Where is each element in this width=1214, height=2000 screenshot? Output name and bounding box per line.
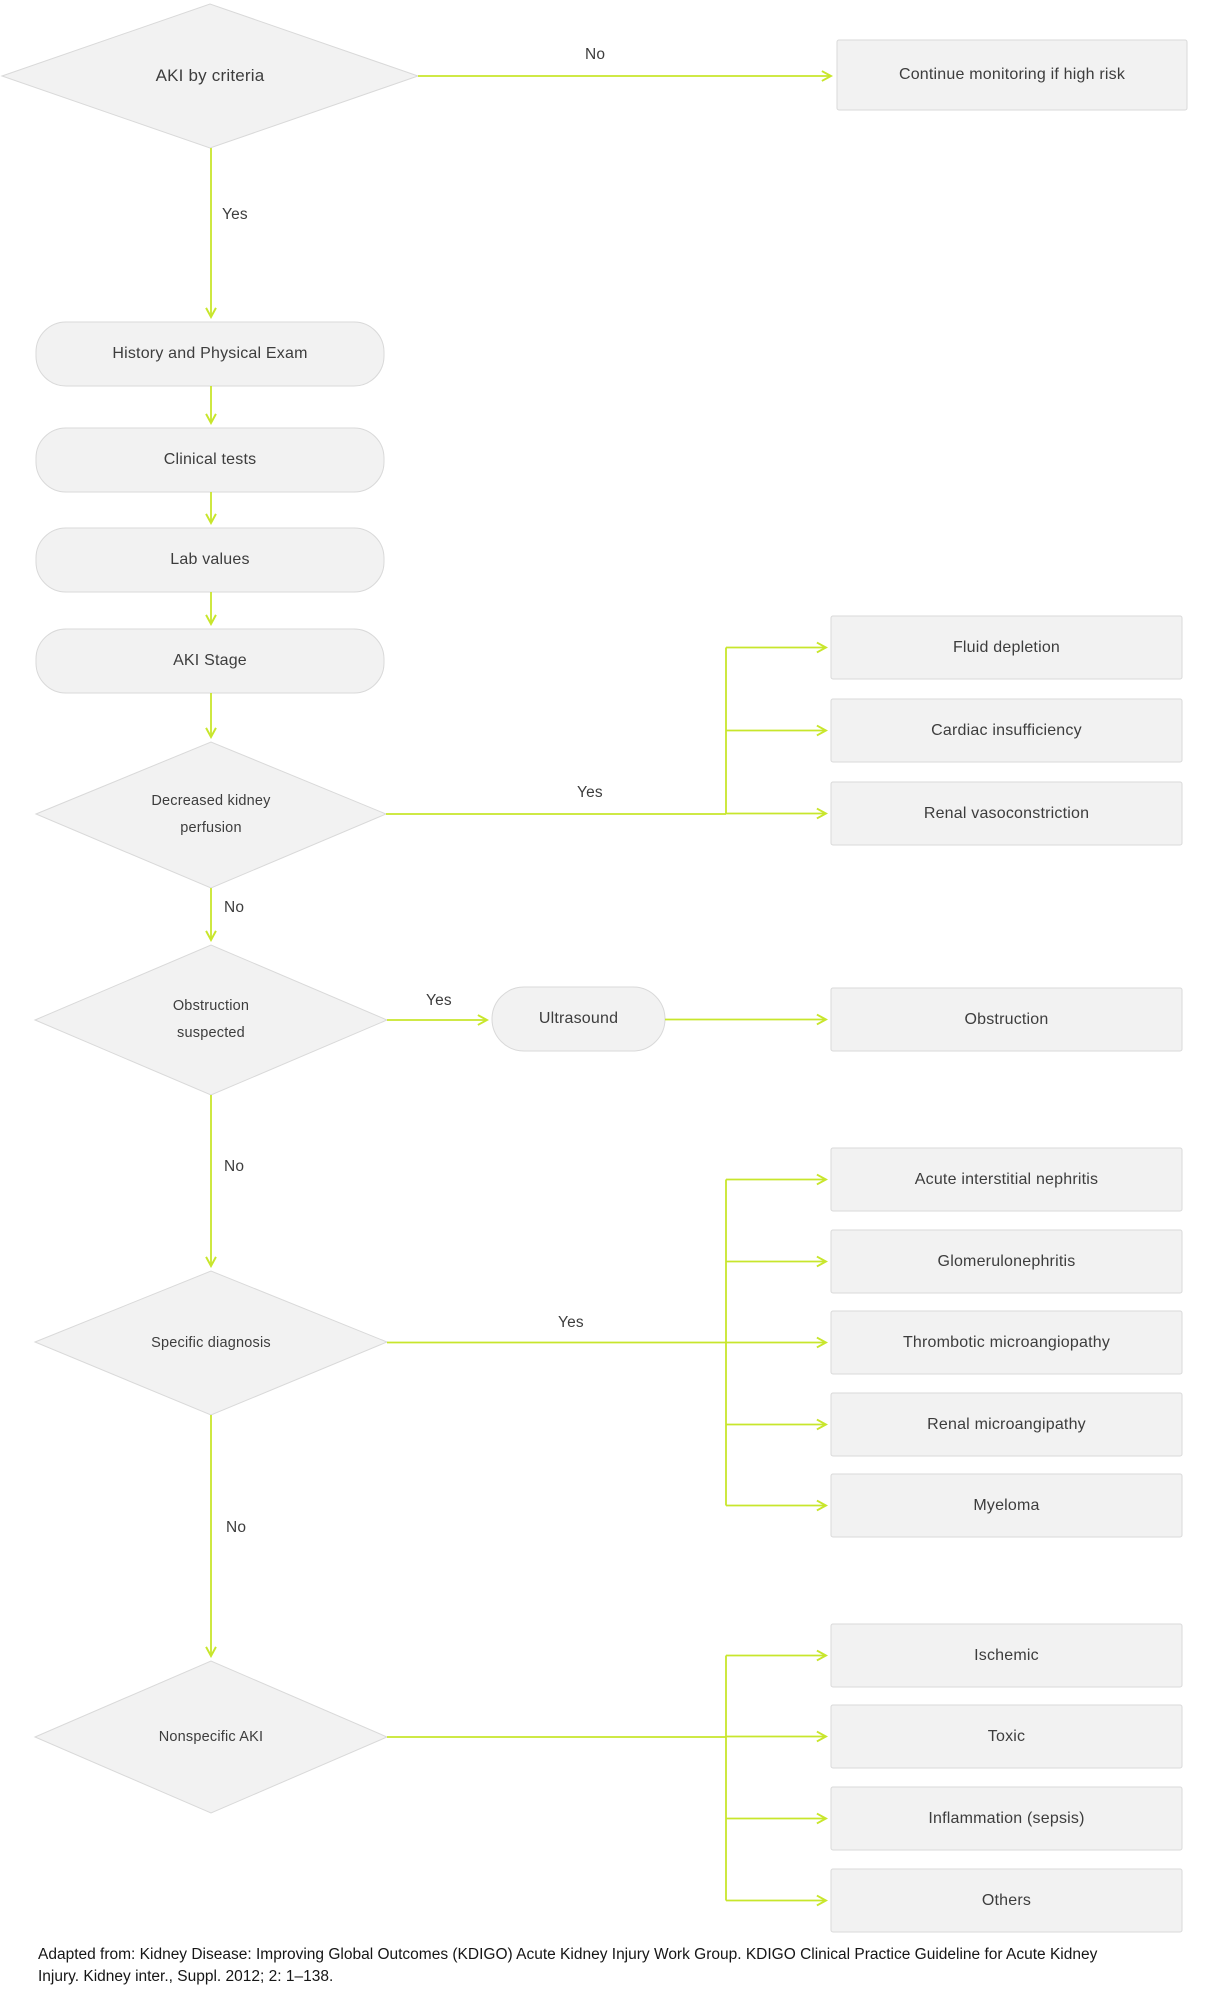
decision-aki-by-criteria-label: AKI by criteria bbox=[155, 66, 265, 85]
edge-label-yes-perfusion: Yes bbox=[577, 784, 603, 801]
process-lab-values-label: Lab values bbox=[170, 551, 250, 568]
decision-specific-diagnosis-label: Specific diagnosis bbox=[151, 1334, 271, 1351]
outcome-continue-monitoring-label: Continue monitoring if high risk bbox=[898, 66, 1126, 83]
process-aki-stage-label: AKI Stage bbox=[173, 652, 247, 669]
outcome-acute-interstitial-nephritis-label: Acute interstitial nephritis bbox=[914, 1170, 1099, 1188]
outcome-obstruction-label: Obstruction bbox=[964, 1010, 1049, 1028]
outcome-thrombotic-microangiopathy-label: Thrombotic microangiopathy bbox=[902, 1333, 1111, 1351]
decision-decreased-kidney-perfusion-label: Decreased kidney perfusion bbox=[151, 793, 271, 836]
source-caption: Adapted from: Kidney Disease: Improving Global Outcomes (KDIGO) Acute Kidney Injury Work Group. KDIGO Clinical Practice Guideline for Acute Kidney Injury. Kidney inter., Suppl. 2012; 2: 1–138. bbox=[38, 1946, 1098, 1986]
outcome-fluid-depletion-label: Fluid depletion bbox=[952, 638, 1061, 656]
edge-label-no-specific: No bbox=[226, 1519, 247, 1536]
edge-label-yes-specific: Yes bbox=[558, 1314, 584, 1331]
outcome-renal-vasoconstriction-label: Renal vasoconstriction bbox=[923, 804, 1090, 822]
outcome-myeloma-label: Myeloma bbox=[973, 1496, 1040, 1514]
process-ultrasound-label: Ultrasound bbox=[538, 1010, 619, 1027]
outcome-ischemic-label: Ischemic bbox=[974, 1646, 1039, 1664]
decision-obstruction-suspected-label: Obstruction suspected bbox=[172, 998, 250, 1041]
outcome-cardiac-insufficiency-label: Cardiac insufficiency bbox=[931, 721, 1082, 739]
process-clinical-tests-label: Clinical tests bbox=[163, 451, 257, 468]
outcome-glomerulonephritis-label: Glomerulonephritis bbox=[937, 1252, 1076, 1270]
edge-specific-trunk bbox=[387, 1180, 726, 1506]
decision-nonspecific-aki-label: Nonspecific AKI bbox=[158, 1728, 264, 1745]
outcome-others-label: Others bbox=[981, 1891, 1032, 1909]
process-history-physical-exam-label: History and Physical Exam bbox=[112, 345, 308, 362]
edge-perfusion-trunk bbox=[386, 648, 726, 815]
outcome-renal-microangipathy-label: Renal microangipathy bbox=[927, 1415, 1086, 1433]
edge-label-no-perfusion: No bbox=[224, 899, 245, 916]
edge-label-no-criteria: No bbox=[585, 46, 606, 63]
edge-nonspecific-trunk bbox=[387, 1656, 726, 1901]
edge-label-yes-obstruction: Yes bbox=[426, 992, 452, 1009]
edge-label-no-obstruction: No bbox=[224, 1158, 245, 1175]
outcome-inflammation-sepsis-label: Inflammation (sepsis) bbox=[928, 1809, 1085, 1827]
edge-label-yes-criteria: Yes bbox=[222, 206, 248, 223]
outcome-toxic-label: Toxic bbox=[987, 1727, 1026, 1745]
